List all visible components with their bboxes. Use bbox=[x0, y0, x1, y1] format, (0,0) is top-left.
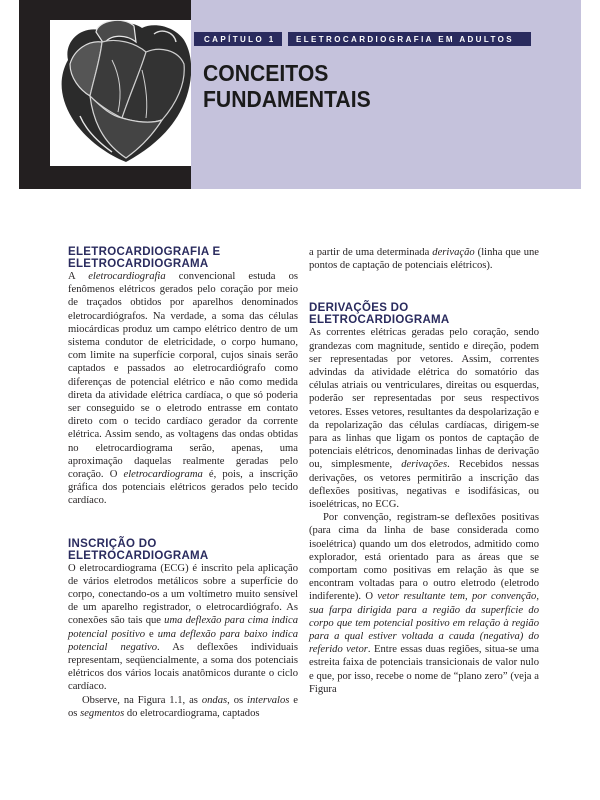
text-run: é, pois, a inscrição gráfica dos potenciais elétricos gerados pelo tecido cardíaco. bbox=[68, 469, 298, 507]
paragraph-ecg bbox=[68, 270, 298, 508]
chapter-title bbox=[203, 60, 563, 112]
text-run: do eletrocardiograma, captados bbox=[124, 707, 260, 719]
text-run: As correntes elétricas geradas pelo coração, sendo grandezas com magnitude, sentido e direção, podem ser representadas por vetores. Assim, correntes advindas da atividade elétrica do somatório das células atriais ou ventriculares, direitas ou esquerdas, poderão ser representadas por seus respectivos vetores. Esses vetores, resultantes da despolarização e da repolarização das células cardíacas, dirigem-se para as linhas que ligam os pontos de captação de potenciais elétricos, denominadas linhas de derivação ou, simplesmente, bbox=[309, 327, 539, 471]
chapter-name: ELETROCARDIOGRAFIA EM ADULTOS bbox=[296, 34, 515, 44]
text-run-italic: eletrocardiografia bbox=[88, 271, 166, 282]
text-run: e os bbox=[68, 694, 298, 719]
chapter-header bbox=[0, 0, 600, 189]
chapter-number: CAPÍTULO 1 bbox=[204, 34, 276, 44]
text-run: e bbox=[145, 628, 158, 640]
right-column bbox=[309, 246, 539, 696]
text-run: . Entre essas duas regiões, situa-se uma estreita faixa de potenciais transicionais de valor nulo e que, por isso, recebe o nome de “plano zero” (veja a Figura bbox=[309, 644, 539, 695]
text-run-italic: segmentos bbox=[80, 707, 125, 719]
text-run-italic: eletrocardiograma bbox=[123, 469, 203, 481]
text-run-italic: uma deflexão para cima indica potencial positivo bbox=[68, 615, 299, 640]
chapter-bar-divider bbox=[282, 32, 288, 46]
text-run: . As deflexões individuais representam, seqüencialmente, a soma dos potenciais elétricos dos vários locais anatômicos durante o ciclo cardíaco. bbox=[68, 641, 298, 693]
text-run-italic: uma deflexão para baixo indica potencial negativo bbox=[68, 628, 298, 653]
left-column bbox=[68, 246, 298, 720]
heart-illustration-icon bbox=[50, 20, 196, 166]
text-run-italic: intervalos bbox=[247, 694, 290, 706]
text-run-italic: vetor resultante tem, por convenção, sua farpa dirigida para a região da superfície do corpo que tem potencial positivo em relação à região para a qual estiver voltada a cauda (negativa) do referido vetor bbox=[309, 591, 539, 656]
text-run: Observe, na Figura 1.1, as bbox=[82, 694, 202, 706]
paragraph-inscricao-2 bbox=[68, 694, 298, 720]
text-run: , os bbox=[227, 694, 248, 706]
section-heading-ecg: ELETROCARDIOGRAFIA E ELETROCARDIOGRAMA bbox=[68, 246, 221, 270]
text-run-italic: ondas bbox=[201, 694, 228, 706]
paragraph-inscricao-1 bbox=[68, 562, 298, 694]
chapter-title-line2: FUNDAMENTAIS bbox=[203, 86, 371, 112]
paragraph-inscricao-continued bbox=[309, 246, 539, 272]
text-run: O eletrocardiograma (ECG) é inscrito pela aplicação de vários eletrodos metálicos sobre a superfície do corpo, conectando-os a um voltímetro muito sensível de um aparelho registrador, o eletrocardiógrafo. As conexões são tais que bbox=[68, 562, 298, 627]
header-image-panel bbox=[19, 0, 191, 189]
chapter-bar bbox=[194, 32, 531, 46]
chapter-title-line1: CONCEITOS bbox=[203, 60, 329, 86]
text-run: (linha que une pontos de captação de potenciais elétricos). bbox=[309, 247, 540, 272]
section-heading-derivacoes: DERIVAÇÕES DO ELETROCARDIOGRAMA bbox=[309, 302, 450, 327]
text-run: Por convenção, registram-se deflexões positivas (para cima da linha de base considerada como isoelétrica) quando um dos eletrodos, admitido como explorador, está orientado para as áreas que se comportam como positivas em relação às que se encontram voltadas para o outro eletrodo (eletrodo indiferente). O bbox=[309, 512, 539, 603]
text-run: convencional estuda os fenômenos elétricos gerados pelo coração por meio de traçados obtidos por aparelhos denominados eletrocardiógrafos. Na verdade, a soma das células miocárdicas produz um campo elétrico dentro de um sistema condutor de eletricidade, o corpo humano, com limite na superfície corporal, cujos sinais serão captados e passados ao eletrocardiógrafo como diferenças de potencial elétrico e não como medida direta da atividade elétrica cardíaca, o que só poderia ser conseguido se o eletrodo entrasse em contato direto com o tecido cardíaco gerador da corrente elétrica. Assim sendo, as voltagens das ondas obtidas no eletrocardiograma serão, apenas, uma aproximação daquelas realmente geradas pelo coração. O bbox=[68, 271, 298, 481]
paragraph-derivacoes-1 bbox=[309, 326, 539, 511]
text-run-italic: derivações bbox=[401, 459, 448, 471]
text-run: A bbox=[68, 271, 89, 282]
text-run-italic: derivação bbox=[432, 247, 475, 258]
text-run: . Recebidos nessas derivações, os vetores permitirão a inscrição das deflexões positivas, negativas e isodifásicas, ou isoelétricas, no ECG. bbox=[309, 459, 539, 511]
section-heading-inscricao: INSCRIÇÃO DO ELETROCARDIOGRAMA bbox=[68, 537, 209, 562]
paragraph-derivacoes-2 bbox=[309, 511, 539, 696]
text-run: a partir de uma determinada bbox=[309, 247, 433, 258]
